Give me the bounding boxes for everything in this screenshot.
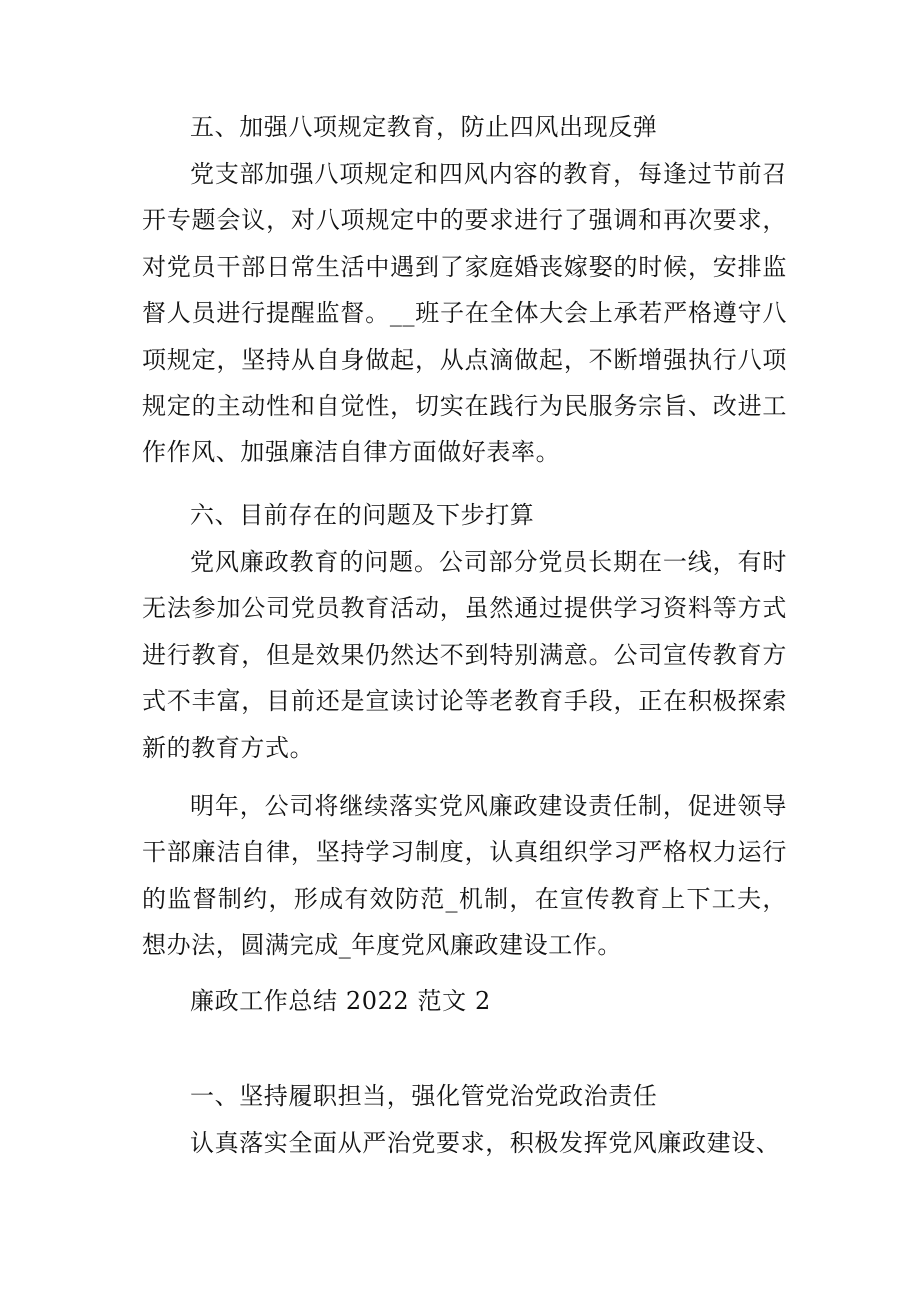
paragraph-strict-governance: 认真落实全面从严治党要求，积极发挥党风廉政建设、 <box>190 1129 781 1157</box>
section-heading-1: 一、坚持履职担当，强化管党治党政治责任 <box>190 1082 658 1110</box>
paragraph-education-issues: 党风廉政教育的问题。公司部分党员长期在一线，有时无法参加公司党员教育活动，虽然通过提供学习资料等方式进行教育，但是效果仍然达不到特别满意。公司宣传教育方式不丰富，目前还是宣读讨论等老教育手段，正在积极探索新的教育方式。 <box>142 548 787 762</box>
document-section-title: 廉政工作总结 2022 范文 2 <box>190 987 491 1015</box>
section-heading-6: 六、目前存在的问题及下步打算 <box>190 501 535 529</box>
paragraph-next-year-plan: 明年，公司将继续落实党风廉政建设责任制，促进领导干部廉洁自律，坚持学习制度，认真组织学习严格权力运行的监督制约，形成有效防范_机制，在宣传教育上下工夫，想办法，圆满完成_年度党风廉政建设工作。 <box>142 792 787 960</box>
section-heading-5: 五、加强八项规定教育，防止四风出现反弹 <box>190 113 658 141</box>
paragraph-eight-rules: 党支部加强八项规定和四风内容的教育，每逢过节前召开专题会议，对八项规定中的要求进行了强调和再次要求，对党员干部日常生活中遇到了家庭婚丧嫁娶的时候，安排监督人员进行提醒监督。__班子在全体大会上承若严格遵守八项规定，坚持从自身做起，从点滴做起，不断增强执行八项规定的主动性和自觉性，切实在践行为民服务宗旨、改进工作作风、加强廉洁自律方面做好表率。 <box>142 160 787 467</box>
